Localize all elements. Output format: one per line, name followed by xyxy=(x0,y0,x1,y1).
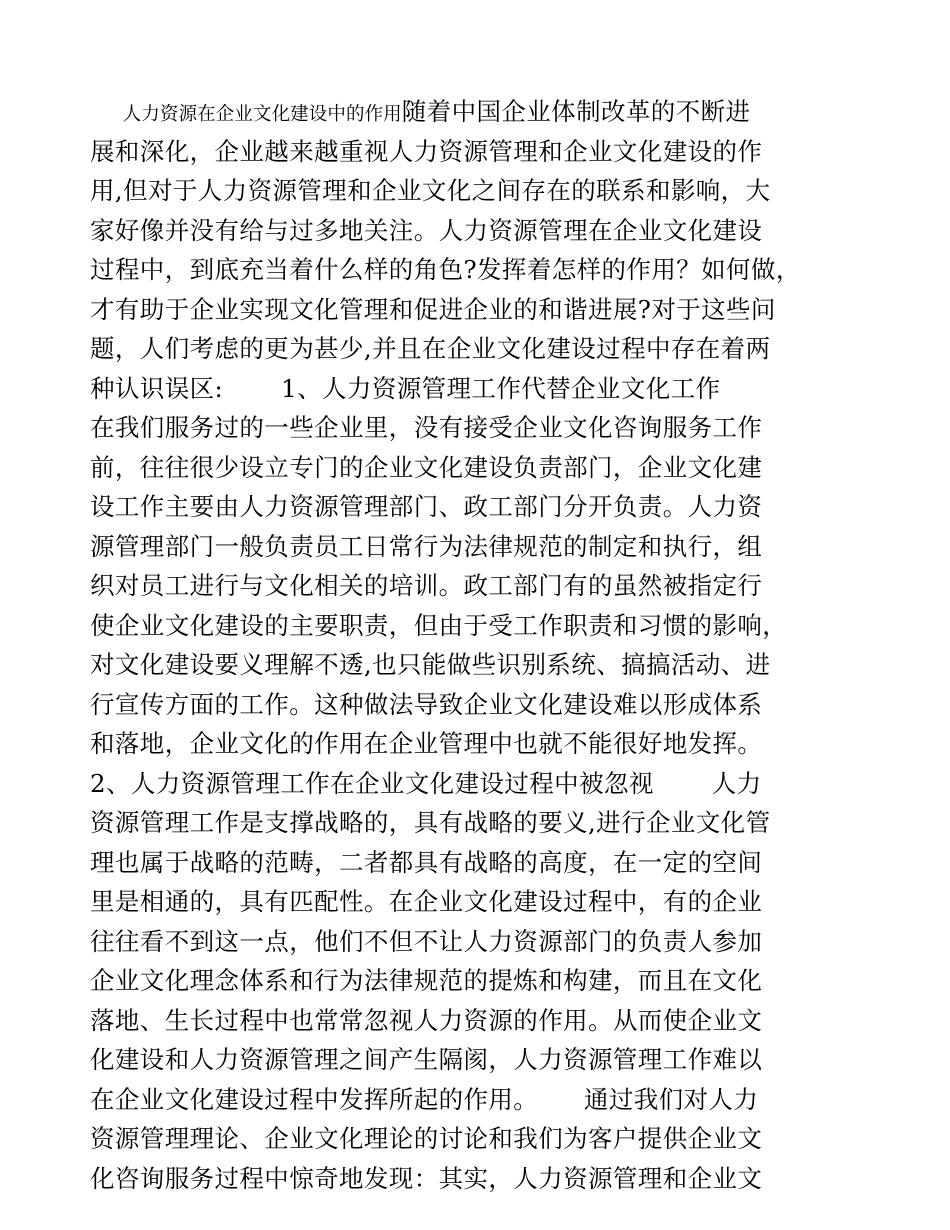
text-line: 落地、生长过程中也常常忽视人力资源的作用。从而使企业文 xyxy=(90,1005,763,1035)
text-line: 源管理部门一般负责员工日常行为法律规范的制定和执行，组 xyxy=(90,531,763,561)
text-line: 资源管理工作是支撑战略的，具有战略的要义,进行企业文化管 xyxy=(90,808,771,837)
text-line: 里是相通的，具有匹配性。在企业文化建设过程中，有的企业 xyxy=(90,887,763,916)
text-line: 设工作主要由人力资源管理部门、政工部门分开负责。人力资 xyxy=(90,492,763,521)
text-line: 对文化建设要义理解不透,也只能做些识别系统、搞搞活动、进 xyxy=(90,650,771,679)
text-line: 2、人力资源管理工作在企业文化建设过程中被忽视 人力 xyxy=(90,768,762,798)
document-title: 人力资源在企业文化建设中的作用 xyxy=(122,104,402,125)
text-line: 过程中，到底充当着什么样的角色?发挥着怎样的作用？如何做， xyxy=(90,255,801,284)
text-line: 往往看不到这一点，他们不但不让人力资源部门的负责人参加 xyxy=(90,926,763,956)
text-line xyxy=(90,92,870,132)
text-line: 在企业文化建设过程中发挥所起的作用。 通过我们对人力 xyxy=(90,1084,759,1114)
text-line: 使企业文化建设的主要职责，但由于受工作职责和习惯的影响， xyxy=(90,610,788,640)
text-line: 企业文化理念体系和行为法律规范的提炼和构建，而且在文化 xyxy=(90,966,763,995)
text-line: 在我们服务过的一些企业里，没有接受企业文化咨询服务工作 xyxy=(90,413,763,442)
text-line: 化建设和人力资源管理之间产生隔阂，人力资源管理工作难以 xyxy=(90,1045,763,1074)
text-line: 织对员工进行与文化相关的培训。政工部门有的虽然被指定行 xyxy=(90,571,763,600)
text-line: 用,但对于人力资源管理和企业文化之间存在的联系和影响，大 xyxy=(90,176,771,205)
text-line: 行宣传方面的工作。这种做法导致企业文化建设难以形成体系 xyxy=(90,689,763,719)
document-body xyxy=(90,92,870,1198)
text-line: 化咨询服务过程中惊奇地发现：其实，人力资源管理和企业文 xyxy=(90,1163,763,1193)
text-line: 才有助于企业实现文化管理和促进企业的和谐进展?对于这些问 xyxy=(90,294,776,324)
text-line: 前，往往很少设立专门的企业文化建设负责部门，企业文化建 xyxy=(90,452,763,482)
text-line: 展和深化，企业越来越重视人力资源管理和企业文化建设的作 xyxy=(90,136,763,166)
text-line: 题，人们考虑的更为甚少,并且在企业文化建设过程中存在着两 xyxy=(90,334,771,363)
text-line: 家好像并没有给与过多地关注。人力资源管理在企业文化建设 xyxy=(90,215,763,245)
text-line: 种认识误区: 1、人力资源管理工作代替企业文化工作 xyxy=(90,373,771,403)
text-line: 资源管理理论、企业文化理论的讨论和我们为客户提供企业文 xyxy=(90,1124,763,1153)
text-line: 和落地，企业文化的作用在企业管理中也就不能很好地发挥。 xyxy=(90,729,763,758)
text-line: 理也属于战略的范畴，二者都具有战略的高度，在一定的空间 xyxy=(90,847,763,877)
text-line-content: 随着中国企业体制改革的不断进 xyxy=(401,97,751,126)
